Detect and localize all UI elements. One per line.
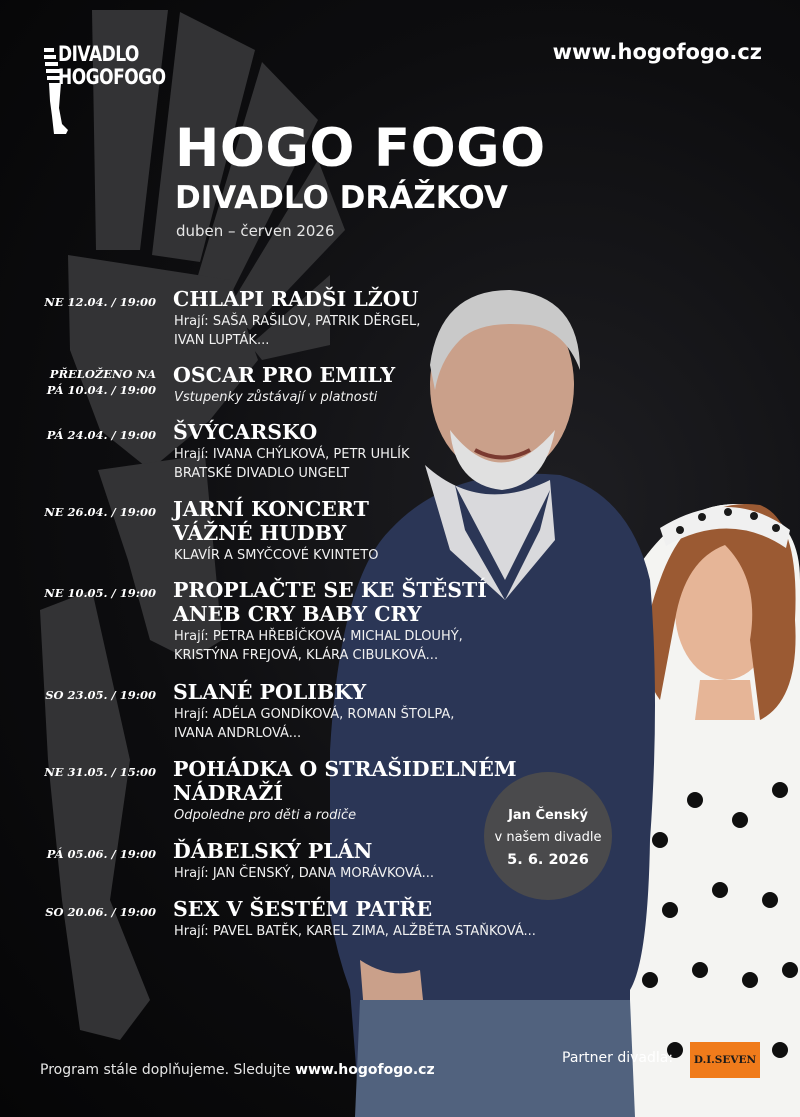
event-title <box>173 578 487 626</box>
event-detail-line: Hrají: IVANA CHÝLKOVÁ, PETR UHLÍK <box>174 447 410 462</box>
event-title <box>173 757 517 805</box>
event-title <box>173 420 317 444</box>
actor-figure <box>330 290 655 1117</box>
event-title-line: SLANÉ POLIBKY <box>173 680 367 704</box>
event-detail-line: Hrají: PAVEL BATĚK, KAREL ZIMA, ALŽBĚTA STAŇKOVÁ... <box>174 924 536 939</box>
event-title-line: JARNÍ KONCERT <box>173 497 369 521</box>
event-date <box>0 764 156 780</box>
event-detail-line: Hrají: JAN ČENSKÝ, DANA MORÁVKOVÁ... <box>174 866 434 881</box>
event-date <box>0 504 156 520</box>
event-date <box>0 427 156 443</box>
event-date-line: PÁ 05.06. / 19:00 <box>46 847 156 861</box>
event-date <box>0 687 156 703</box>
event-date <box>0 585 156 601</box>
event-date-line: NE 26.04. / 19:00 <box>44 505 156 519</box>
guest-badge <box>484 772 612 900</box>
event-title-line: POHÁDKA O STRAŠIDELNÉM <box>173 757 517 781</box>
event-details <box>174 312 420 350</box>
event-title <box>173 680 366 704</box>
event-date-line: PŘELOŽENO NA <box>49 367 156 381</box>
event-date-line: NE 31.05. / 15:00 <box>44 765 156 779</box>
event-details <box>174 445 410 483</box>
event-title-line: ĎÁBELSKÝ PLÁN <box>173 839 373 863</box>
page-title: HOGO FOGO <box>175 118 546 179</box>
logo-text-divadlo: DIVADLO <box>58 42 139 67</box>
footer-text: Program stále doplňujeme. Sledujte <box>40 1062 291 1078</box>
page-subtitle: DIVADLO DRÁŽKOV <box>175 180 508 216</box>
badge-text: v našem divadle <box>494 830 602 845</box>
event-title-line: VÁŽNÉ HUDBY <box>173 521 347 545</box>
event-title-line: PROPLAČTE SE KE ŠTĚSTÍ <box>173 578 487 602</box>
event-title <box>173 897 432 921</box>
event-details <box>174 864 434 883</box>
event-details <box>174 806 356 825</box>
event-date <box>0 366 156 398</box>
event-date-line: PÁ 24.04. / 19:00 <box>46 428 156 442</box>
event-details <box>174 546 378 565</box>
event-details <box>174 922 536 941</box>
event-detail-line: IVANA ANDRLOVÁ... <box>174 726 302 741</box>
footer-website-link[interactable]: www.hogofogo.cz <box>295 1062 435 1078</box>
actors-photo <box>330 280 800 1117</box>
event-title-line: ANEB CRY BABY CRY <box>173 602 422 626</box>
theatre-logo <box>36 38 166 133</box>
event-title <box>173 363 395 387</box>
event-detail-line: KLAVÍR A SMYČCOVÉ KVINTETO <box>174 548 379 563</box>
logo-text-hogofogo: HOGOFOGO <box>58 65 166 90</box>
event-title <box>173 839 372 863</box>
partner-label: Partner divadla: <box>562 1050 674 1066</box>
event-title-line: OSCAR PRO EMILY <box>173 363 396 387</box>
event-title-line: SEX V ŠESTÉM PATŘE <box>173 897 433 921</box>
event-details <box>174 705 454 743</box>
event-date-line: SO 20.06. / 19:00 <box>45 905 156 919</box>
event-detail-line: Odpoledne pro děti a rodiče <box>174 808 357 823</box>
event-date-line: NE 10.05. / 19:00 <box>44 586 156 600</box>
event-details <box>174 627 463 665</box>
badge-date: 5. 6. 2026 <box>507 852 589 868</box>
event-date <box>0 294 156 310</box>
event-title-line: NÁDRAŽÍ <box>173 781 283 805</box>
event-detail-line: Hrají: SAŠA RAŠILOV, PATRIK DĚRGEL, <box>174 314 421 329</box>
event-detail-line: IVAN LUPTÁK... <box>174 333 270 348</box>
event-title-line: CHLAPI RADŠI LŽOU <box>173 287 419 311</box>
website-link[interactable]: www.hogofogo.cz <box>552 40 762 64</box>
partner-logo: D.I.SEVEN <box>690 1042 760 1078</box>
event-date <box>0 904 156 920</box>
badge-name: Jan Čenský <box>508 808 588 823</box>
event-detail-line: BRATSKÉ DIVADLO UNGELT <box>174 466 350 481</box>
footer-note <box>40 1062 435 1078</box>
event-detail-line: Hrají: PETRA HŘEBÍČKOVÁ, MICHAL DLOUHÝ, <box>174 629 463 644</box>
event-detail-line: KRISTÝNA FREJOVÁ, KLÁRA CIBULKOVÁ... <box>174 648 439 663</box>
event-date-line: NE 12.04. / 19:00 <box>44 295 156 309</box>
event-details <box>174 388 377 407</box>
event-date <box>0 846 156 862</box>
season-period: duben – červen 2026 <box>176 222 335 240</box>
event-date-line: PÁ 10.04. / 19:00 <box>46 383 156 397</box>
event-detail-line: Vstupenky zůstávají v platnosti <box>174 390 378 405</box>
event-date-line: SO 23.05. / 19:00 <box>45 688 156 702</box>
event-detail-line: Hrají: ADÉLA GONDÍKOVÁ, ROMAN ŠTOLPA, <box>174 707 455 722</box>
event-title-line: ŠVÝCARSKO <box>173 420 318 444</box>
event-title <box>173 497 369 545</box>
event-title <box>173 287 419 311</box>
